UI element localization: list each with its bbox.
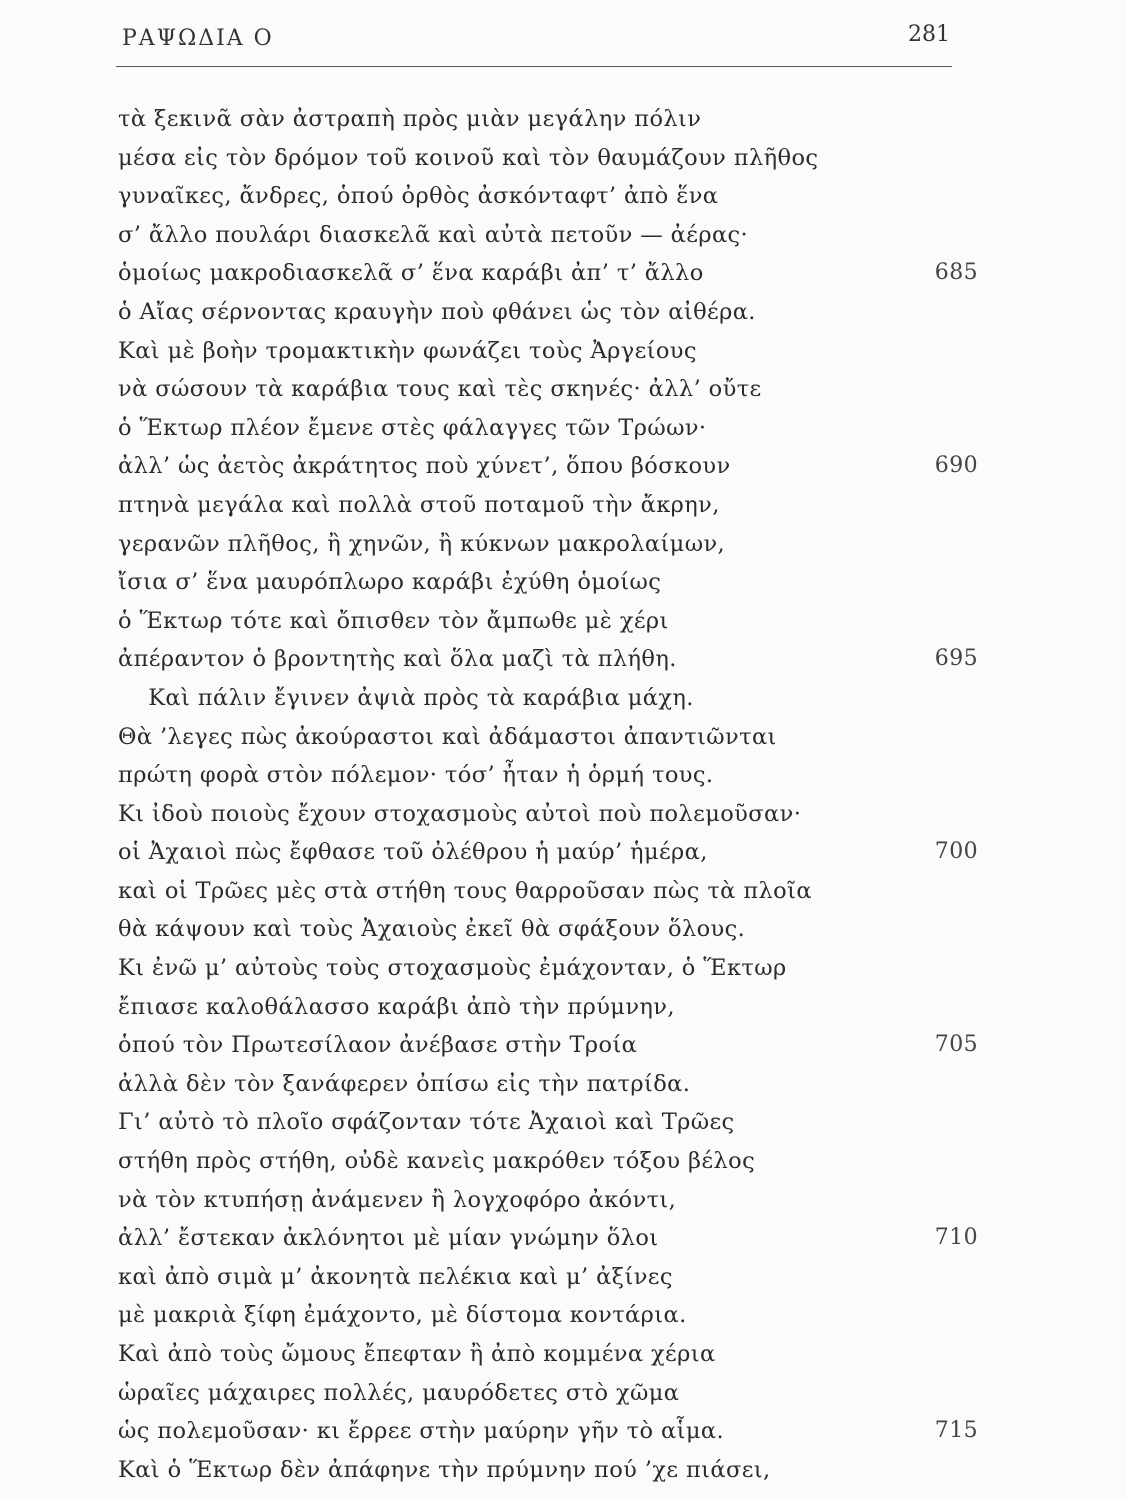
verse-text: Κι ἰδοὺ ποιοὺς ἔχουν στοχασμοὺς αὐτοὶ ποὺ πολεμοῦσαν· <box>118 800 802 827</box>
line-number: 695 <box>934 646 978 672</box>
verse-text: πρώτη φορὰ στὸν πόλεμον· τόσ’ ἦταν ἡ ὁρμή τους. <box>118 762 714 789</box>
verse-text: Καὶ ὁ Ἕκτωρ δὲν ἀπάφηνε τὴν πρύμνην πού ’χε πιάσει, <box>118 1456 771 1483</box>
verse-line <box>118 563 978 602</box>
verse-text: ἔπιασε καλοθάλασσο καράβι ἀπὸ τὴν πρύμνην, <box>118 993 675 1020</box>
verse-line <box>118 1026 978 1065</box>
header-rule <box>116 66 952 67</box>
verse-text: ἀπέραντον ὁ βροντητὴς καὶ ὅλα μαζὶ τὰ πλήθη. <box>118 646 677 673</box>
verse-line <box>118 293 978 332</box>
verse-text: ὁμοίως μακροδιασκελᾶ σ’ ἕνα καράβι ἀπ’ τ’ ἄλλο <box>118 260 704 287</box>
line-number: 715 <box>934 1418 978 1444</box>
verse-line <box>118 370 978 409</box>
verse-text: Θὰ ’λεγες πὼς ἀκούραστοι καὶ ἀδάμαστοι ἀπαντιῶνται <box>118 723 777 750</box>
verse-line <box>118 640 978 679</box>
verse-text: οἱ Ἀχαιοὶ πὼς ἔφθασε τοῦ ὀλέθρου ἡ μαύρ’ ἡμέρα, <box>118 839 708 866</box>
verse-text: θὰ κάψουν καὶ τοὺς Ἀχαιοὺς ἐκεῖ θὰ σφάξουν ὅλους. <box>118 916 746 943</box>
verse-line <box>118 525 978 564</box>
verse-text: καὶ ἀπὸ σιμὰ μ’ ἀκονητὰ πελέκια καὶ μ’ ἀξίνες <box>118 1263 673 1290</box>
verse-line <box>118 100 978 139</box>
verse-text: ὡς πολεμοῦσαν· κι ἔρρεε στὴν μαύρην γῆν τὸ αἷμα. <box>118 1418 725 1445</box>
verse-text: νὰ σώσουν τὰ καράβια τους καὶ τὲς σκηνές· ἀλλ’ οὔτε <box>118 376 762 403</box>
verse-line <box>118 1219 978 1258</box>
verse-line <box>118 1103 978 1142</box>
page-number: 281 <box>908 22 950 47</box>
verse-text: νὰ τὸν κτυπήσῃ ἀνάμενεν ἢ λογχοφόρο ἀκόντι, <box>118 1186 677 1213</box>
verse-line <box>118 795 978 834</box>
verse-text: γερανῶν πλῆθος, ἢ χηνῶν, ἢ κύκνων μακρολαίμων, <box>118 530 726 557</box>
verse-text: καὶ οἱ Τρῶες μὲς στὰ στήθη τους θαρροῦσαν πὼς τὰ πλοῖα <box>118 877 812 904</box>
verse-text: πτηνὰ μεγάλα καὶ πολλὰ στοῦ ποταμοῦ τὴν ἄκρην, <box>118 491 720 518</box>
running-head: ΡΑΨΩΔΙΑ Ο <box>122 26 274 51</box>
verse-line <box>118 1412 978 1451</box>
verse-line <box>118 1374 978 1413</box>
verse-line <box>118 332 978 371</box>
verse-line <box>118 679 978 718</box>
verse-text: τὰ ξεκινᾶ σὰν ἀστραπὴ πρὸς μιὰν μεγάλην πόλιν <box>118 106 702 132</box>
verse-line <box>118 409 978 448</box>
verse-line <box>118 1181 978 1220</box>
verse-text: Καὶ μὲ βοὴν τρομακτικὴν φωνάζει τοὺς Ἀργείους <box>118 337 697 364</box>
verse-text: Καὶ πάλιν ἔγινεν ἀψιὰ πρὸς τὰ καράβια μάχη. <box>118 684 694 711</box>
verse-text: ὡραῖες μάχαιρες πολλές, μαυρόδετες στὸ χῶμα <box>118 1379 680 1406</box>
verse-line <box>118 486 978 525</box>
verse-line <box>118 1335 978 1374</box>
verse-text: Κι ἐνῶ μ’ αὐτοὺς τοὺς στοχασμοὺς ἐμάχονταν, ὁ Ἕκτωρ <box>118 955 787 982</box>
verse-line <box>118 1296 978 1335</box>
verse-line <box>118 1451 978 1490</box>
verse-block <box>118 100 978 1489</box>
verse-text: ὁπού τὸν Πρωτεσίλαον ἀνέβασε στὴν Τροία <box>118 1032 638 1059</box>
verse-text: ὁ Ἕκτωρ πλέον ἔμενε στὲς φάλαγγες τῶν Τρώων· <box>118 414 707 441</box>
verse-line <box>118 602 978 641</box>
verse-text: Καὶ ἀπὸ τοὺς ὤμους ἔπεφταν ἢ ἀπὸ κομμένα χέρια <box>118 1341 716 1367</box>
line-number: 700 <box>934 839 978 865</box>
verse-line <box>118 139 978 178</box>
line-number: 685 <box>934 260 978 286</box>
verse-line <box>118 718 978 757</box>
line-number: 710 <box>934 1225 978 1251</box>
verse-text: ὁ Ἕκτωρ τότε καὶ ὄπισθεν τὸν ἄμπωθε μὲ χέρι <box>118 607 669 634</box>
verse-line <box>118 949 978 988</box>
line-number: 705 <box>934 1032 978 1058</box>
verse-line <box>118 1065 978 1104</box>
verse-text: γυναῖκες, ἄνδρες, ὁπού ὀρθὸς ἀσκόνταφτ’ ἀπὸ ἕνα <box>118 183 719 210</box>
verse-line <box>118 447 978 486</box>
verse-text: Γι’ αὐτὸ τὸ πλοῖο σφάζονταν τότε Ἀχαιοὶ καὶ Τρῶες <box>118 1109 735 1136</box>
verse-text: μὲ μακριὰ ξίφη ἐμάχοντο, μὲ δίστομα κοντάρια. <box>118 1302 687 1329</box>
verse-text: ἀλλ’ ἔστεκαν ἀκλόνητοι μὲ μίαν γνώμην ὅλοι <box>118 1225 659 1252</box>
verse-text: μέσα εἰς τὸν δρόμον τοῦ κοινοῦ καὶ τὸν θαυμάζουν πλῆθος <box>118 144 819 171</box>
verse-line <box>118 756 978 795</box>
verse-line <box>118 177 978 216</box>
verse-text: ἴσια σ’ ἕνα μαυρόπλωρο καράβι ἐχύθη ὁμοίως <box>118 569 662 596</box>
verse-line <box>118 872 978 911</box>
line-number: 690 <box>934 453 978 479</box>
verse-text: στήθη πρὸς στήθη, οὐδὲ κανεὶς μακρόθεν τόξου βέλος <box>118 1148 756 1175</box>
verse-line <box>118 833 978 872</box>
verse-line <box>118 910 978 949</box>
verse-text: ἀλλ’ ὡς ἀετὸς ἀκράτητος ποὺ χύνετ’, ὅπου βόσκουν <box>118 453 731 480</box>
verse-text: σ’ ἄλλο πουλάρι διασκελᾶ καὶ αὐτὰ πετοῦν — ἀέρας· <box>118 221 749 248</box>
verse-line <box>118 216 978 255</box>
verse-line <box>118 1258 978 1297</box>
verse-text: ὁ Αἴας σέρνοντας κραυγὴν ποὺ φθάνει ὡς τὸν αἰθέρα. <box>118 298 756 325</box>
verse-line <box>118 988 978 1027</box>
verse-line <box>118 1142 978 1181</box>
verse-line <box>118 254 978 293</box>
verse-text: ἀλλὰ δὲν τὸν ξανάφερεν ὀπίσω εἰς τὴν πατρίδα. <box>118 1070 691 1097</box>
